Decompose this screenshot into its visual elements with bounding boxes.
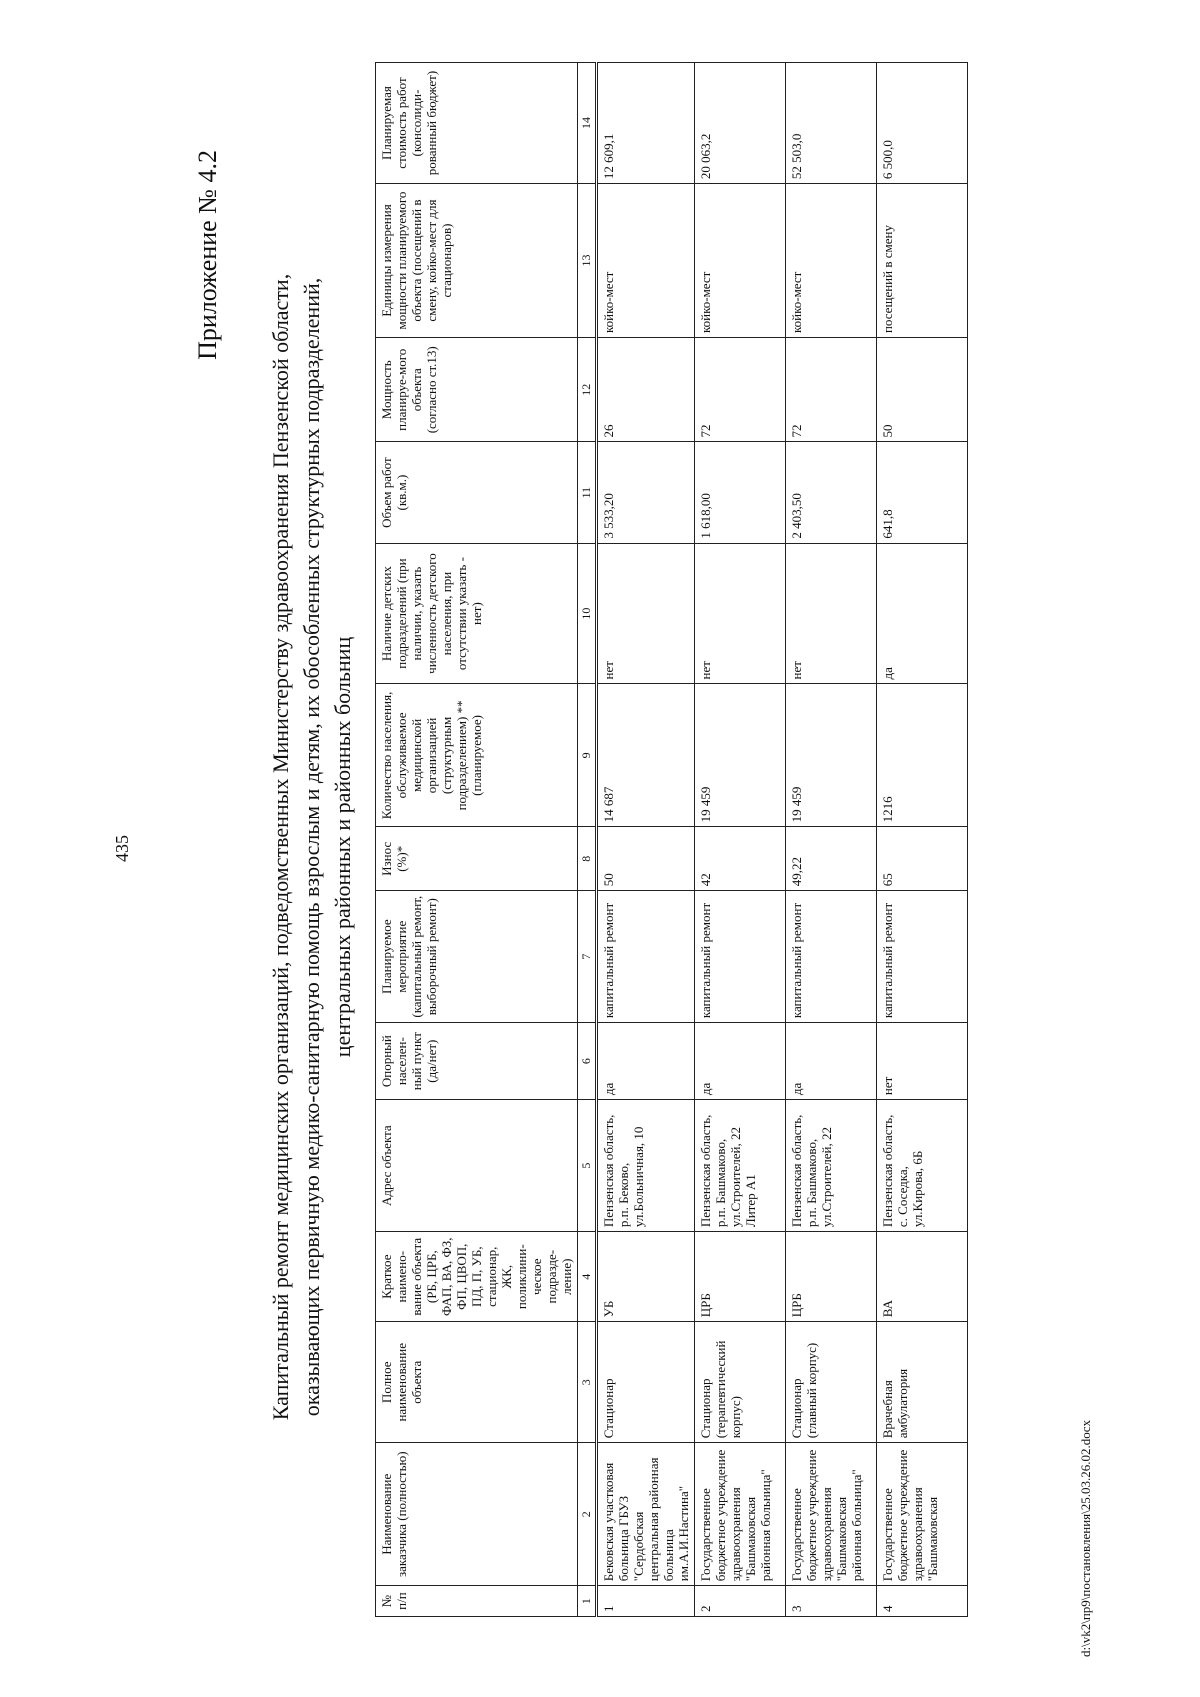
table-cell: да bbox=[877, 543, 968, 684]
file-path-footer: d:\vk2\пр9\постановления\25.03.26.02.docx bbox=[1078, 1419, 1093, 1657]
table-cell: 3 533,20 bbox=[597, 442, 695, 543]
table-cell: капитальный ремонт bbox=[877, 891, 968, 1023]
header-cell: Краткое наимено-вание объекта (РБ, ЦРБ, ФАП, ВА, ФЗ, ФП, ЦВОП, ПД, П, УБ, стационар, ЖК, поликлини-ческое подразде-ление) bbox=[376, 1232, 578, 1322]
header-cell: Полное наименование объекта bbox=[376, 1322, 578, 1443]
table-cell: нет bbox=[786, 543, 877, 684]
table-cell: Пензенская область, р.п. Беково, ул.Больничная, 10 bbox=[597, 1100, 695, 1232]
header-cell: Объем работ (кв.м.) bbox=[376, 442, 578, 543]
column-number: 8 bbox=[578, 827, 597, 891]
column-number-row bbox=[578, 63, 597, 1617]
table-cell: 42 bbox=[695, 827, 786, 891]
table-row bbox=[786, 63, 877, 1617]
table-cell: 26 bbox=[597, 338, 695, 442]
column-number: 13 bbox=[578, 184, 597, 338]
header-cell: Количество населения, обслуживаемое медицинской организацией (структурным подразделением) ** (планируемое) bbox=[376, 684, 578, 827]
table-cell: УБ bbox=[597, 1232, 695, 1322]
table-cell: 65 bbox=[877, 827, 968, 891]
header-cell: Планируемое мероприятие (капитальный ремонт, выборочный ремонт) bbox=[376, 891, 578, 1023]
header-cell: Наименование заказчика (полностью) bbox=[376, 1443, 578, 1586]
repair-table bbox=[375, 62, 968, 1617]
column-number: 4 bbox=[578, 1232, 597, 1322]
table-cell: нет bbox=[597, 543, 695, 684]
table-cell: да bbox=[597, 1023, 695, 1100]
table-row bbox=[877, 63, 968, 1617]
column-number: 3 bbox=[578, 1322, 597, 1443]
table-cell: капитальный ремонт bbox=[786, 891, 877, 1023]
table-cell: Государственное бюджетное учреждение здравоохранения "Башмаковская районная больница" bbox=[695, 1443, 786, 1586]
table-cell: койко-мест bbox=[695, 184, 786, 338]
table-cell: Стационар (терапевтический корпус) bbox=[695, 1322, 786, 1443]
column-number: 1 bbox=[578, 1586, 597, 1617]
table-cell: 72 bbox=[786, 338, 877, 442]
table-row bbox=[597, 63, 695, 1617]
table-cell: капитальный ремонт bbox=[597, 891, 695, 1023]
table-cell: 50 bbox=[597, 827, 695, 891]
header-cell: Наличие детских подразделений (при наличии, указать численность детского населения, при отсутствии указать - нет) bbox=[376, 543, 578, 684]
table-cell: Пензенская область, с. Соседка, ул.Кирова, 6Б bbox=[877, 1100, 968, 1232]
table-cell: 50 bbox=[877, 338, 968, 442]
table-cell: 1 618,00 bbox=[695, 442, 786, 543]
table-header-row bbox=[376, 63, 578, 1617]
document-title bbox=[265, 137, 358, 1557]
table-cell: 1 bbox=[597, 1586, 695, 1617]
column-number: 12 bbox=[578, 338, 597, 442]
table-cell: 20 063,2 bbox=[695, 63, 786, 184]
table-cell: Пензенская область, р.п. Башмаково, ул.Строителей, 22 bbox=[786, 1100, 877, 1232]
column-number: 6 bbox=[578, 1023, 597, 1100]
table-cell: 52 503,0 bbox=[786, 63, 877, 184]
header-cell: Опорный населен-ный пункт (да/нет) bbox=[376, 1023, 578, 1100]
table-cell: 2 403,50 bbox=[786, 442, 877, 543]
page-number: 435 bbox=[112, 835, 132, 862]
table-cell: койко-мест bbox=[597, 184, 695, 338]
table-cell: Государственное бюджетное учреждение здравоохранения "Башмаковская bbox=[877, 1443, 968, 1586]
title-line: центральных районных и районных больниц bbox=[330, 636, 355, 1058]
table-cell: Пензенская область, р.п. Башмаково, ул.Строителей, 22 Литер А1 bbox=[695, 1100, 786, 1232]
title-line: оказывающих первичную медико-санитарную помощь взрослым и детям, их обособленных структурных подразделений, bbox=[299, 277, 324, 1417]
table-cell: 49,22 bbox=[786, 827, 877, 891]
table-cell: 19 459 bbox=[695, 684, 786, 827]
title-line: Капитальный ремонт медицинских организаций, подведомственных Министерству здравоохранения Пензенской области, bbox=[268, 273, 293, 1421]
table-cell: 12 609,1 bbox=[597, 63, 695, 184]
table-cell: Государственное бюджетное учреждение здравоохранения "Башмаковская районная больница" bbox=[786, 1443, 877, 1586]
table-cell: 14 687 bbox=[597, 684, 695, 827]
table-cell: койко-мест bbox=[786, 184, 877, 338]
table-cell: 6 500,0 bbox=[877, 63, 968, 184]
table-cell: посещений в смену bbox=[877, 184, 968, 338]
table-cell: ЦРБ bbox=[695, 1232, 786, 1322]
column-number: 9 bbox=[578, 684, 597, 827]
table-row bbox=[695, 63, 786, 1617]
table-cell: нет bbox=[695, 543, 786, 684]
column-number: 10 bbox=[578, 543, 597, 684]
table-cell: 72 bbox=[695, 338, 786, 442]
header-cell: Адрес объекта bbox=[376, 1100, 578, 1232]
appendix-label: Приложение № 4.2 bbox=[193, 150, 222, 360]
column-number: 11 bbox=[578, 442, 597, 543]
header-cell: Планируемая стоимость работ (консолиди-рованный бюджет) bbox=[376, 63, 578, 184]
table-cell: Стационар (главный корпус) bbox=[786, 1322, 877, 1443]
table-cell: Стационар bbox=[597, 1322, 695, 1443]
header-cell: Единицы измерения мощности планируемого объекта (посещений в смену, койко-мест для стационаров) bbox=[376, 184, 578, 338]
column-number: 14 bbox=[578, 63, 597, 184]
table-cell: 19 459 bbox=[786, 684, 877, 827]
table-cell: ВА bbox=[877, 1232, 968, 1322]
table-cell: капитальный ремонт bbox=[695, 891, 786, 1023]
table-cell: 1216 bbox=[877, 684, 968, 827]
column-number: 5 bbox=[578, 1100, 597, 1232]
table-cell: ЦРБ bbox=[786, 1232, 877, 1322]
column-number: 7 bbox=[578, 891, 597, 1023]
table-cell: нет bbox=[877, 1023, 968, 1100]
table-cell: да bbox=[786, 1023, 877, 1100]
table-cell: 3 bbox=[786, 1586, 877, 1617]
header-cell: Износ (%)* bbox=[376, 827, 578, 891]
table-cell: 641,8 bbox=[877, 442, 968, 543]
table-cell: Бековская участковая больница ГБУЗ "Сердобская центральная районная больница им.А.И.Настина" bbox=[597, 1443, 695, 1586]
column-number: 2 bbox=[578, 1443, 597, 1586]
table-cell: 4 bbox=[877, 1586, 968, 1617]
table-cell: 2 bbox=[695, 1586, 786, 1617]
header-cell: Мощность планируе-мого объекта (согласно ст.13) bbox=[376, 338, 578, 442]
header-cell: № п/п bbox=[376, 1586, 578, 1617]
table-cell: да bbox=[695, 1023, 786, 1100]
table-cell: Врачебная амбулатория bbox=[877, 1322, 968, 1443]
